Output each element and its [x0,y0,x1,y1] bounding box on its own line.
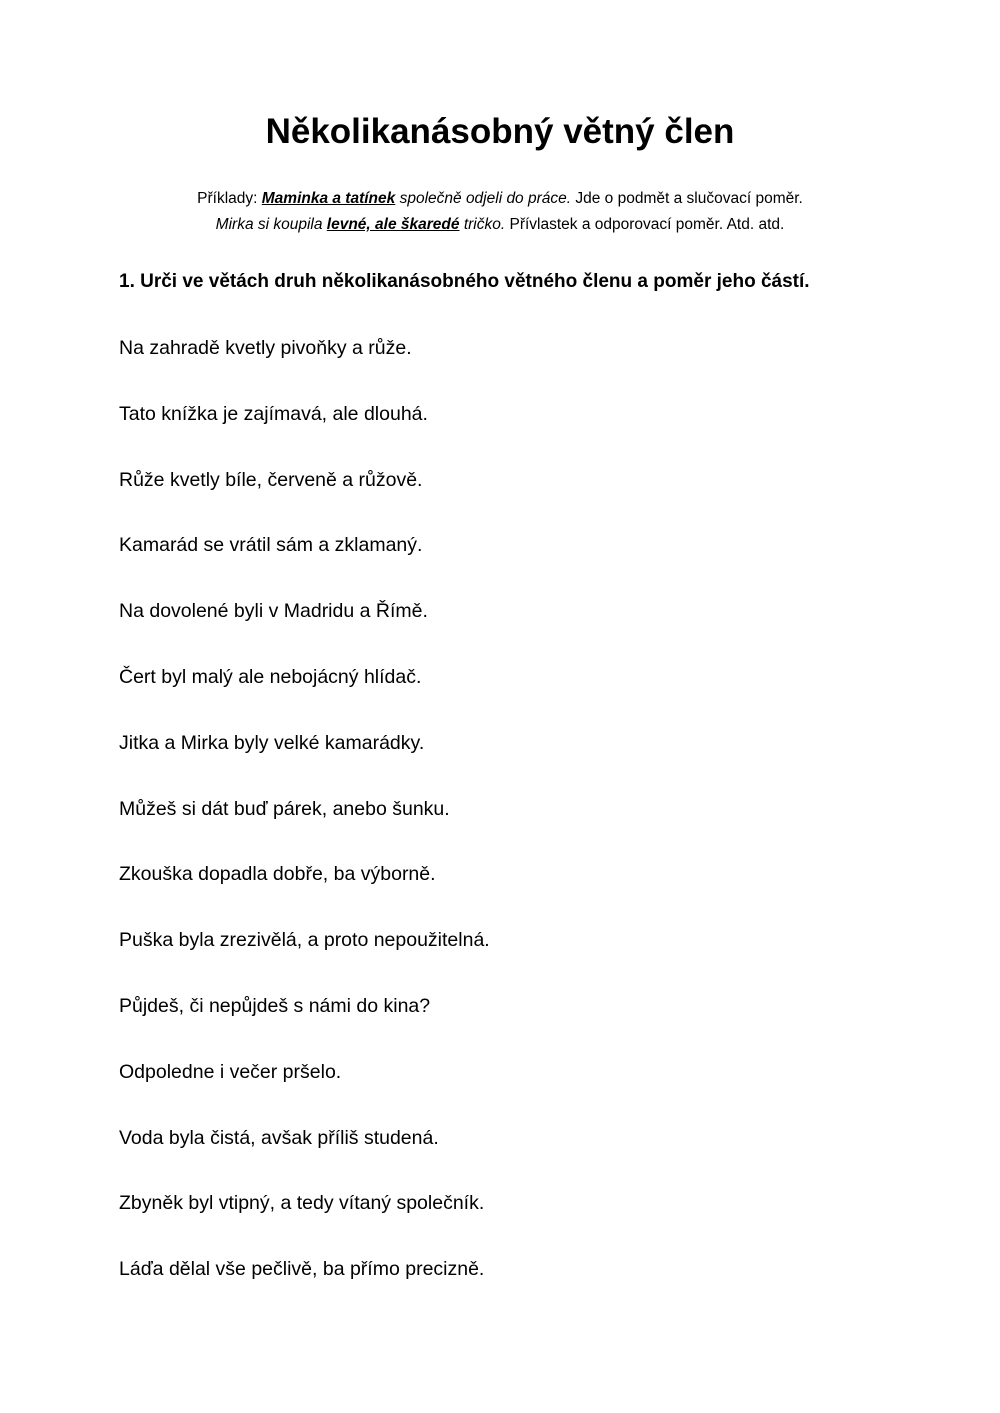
sentence-item: Kamarád se vrátil sám a zklamaný. [119,534,423,557]
sentence-list [119,333,490,1320]
example-line-1 [0,186,1000,212]
sentence-item: Zbyněk byl vtipný, a tedy vítaný společník. [119,1192,485,1215]
page-title: Několikanásobný větný člen [265,112,735,151]
sentence-item: Půjdeš, či nepůjdeš s námi do kina? [119,994,431,1017]
example-2-highlight: levné, ale škaredé [326,216,460,233]
example-2-note: Přívlastek a odporovací poměr. Atd. atd. [505,216,785,233]
sentence-item: Voda byla čistá, avšak příliš studená. [119,1126,439,1149]
example-2-start: Mirka si koupila [215,216,327,233]
sentence-item: Zkouška dopadla dobře, ba výborně. [119,863,436,886]
sentence-item: Puška byla zrezivělá, a proto nepoužitelná. [119,929,490,952]
sentence-item: Tato knížka je zajímavá, ale dlouhá. [119,402,428,425]
example-1-note: Jde o podmět a slučovací poměr. [571,190,803,207]
examples-block [0,186,1000,238]
example-1-rest: společně odjeli do práce. [395,190,572,207]
sentence-item: Růže kvetly bíle, červeně a růžově. [119,468,423,491]
example-2-rest: tričko. [459,216,506,233]
sentence-item: Na zahradě kvetly pivoňky a růže. [119,337,412,359]
task-heading: 1. Urči ve větách druh několikanásobného větného členu a poměr jeho částí. [119,271,810,292]
sentence-item: Čert byl malý ale nebojácný hlídač. [119,665,422,688]
example-line-2 [0,212,1000,238]
example-1-prefix: Příklady: [197,190,262,207]
sentence-item: Odpoledne i večer pršelo. [119,1060,342,1083]
sentence-item: Jitka a Mirka byly velké kamarádky. [119,731,425,754]
example-1-highlight: Maminka a tatínek [261,190,396,207]
sentence-item: Můžeš si dát buď párek, anebo šunku. [119,797,450,820]
sentence-item: Láďa dělal vše pečlivě, ba přímo precizně. [119,1258,485,1281]
sentence-item: Na dovolené byli v Madridu a Římě. [119,600,428,623]
